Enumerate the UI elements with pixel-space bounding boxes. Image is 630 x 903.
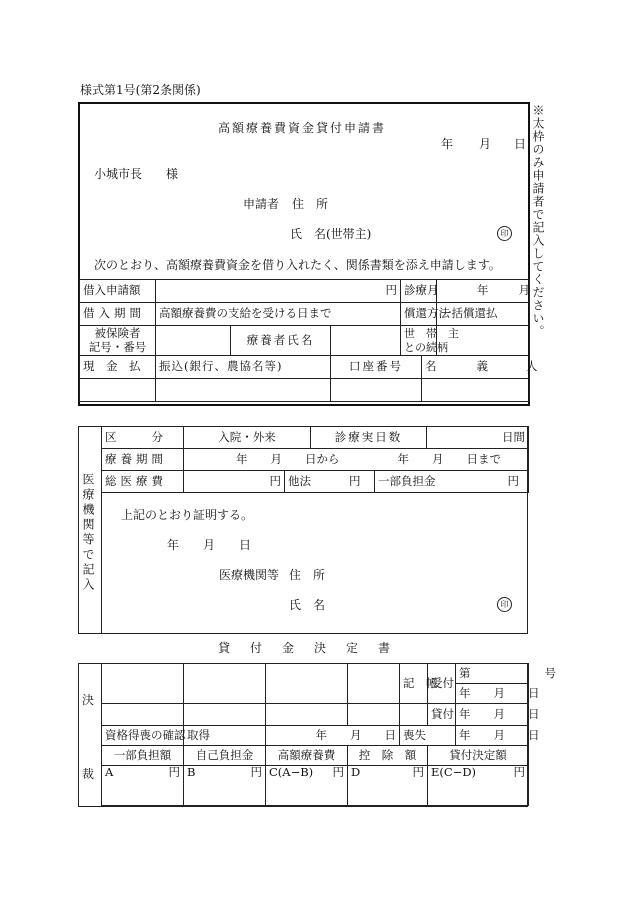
loss-label: 喪失 [400, 726, 456, 746]
decision-table [101, 663, 556, 806]
certify-text: 上記のとおり証明する。 [121, 508, 254, 522]
decision-side-label-1: 決 [82, 693, 95, 707]
loss-date-field[interactable]: 年 月 日 [456, 726, 529, 746]
decision-section [78, 663, 556, 807]
eligibility-label: 資格得喪の確認 [102, 726, 184, 746]
approval-box-4[interactable] [348, 664, 400, 704]
received-label: 受付 [428, 664, 456, 704]
cash-payment-label: 現 金 払 [80, 356, 156, 379]
patient-name-field[interactable] [331, 326, 401, 356]
account-holder-field[interactable] [422, 379, 530, 402]
applicant-seal: 印 [497, 226, 512, 241]
bank-transfer-field[interactable] [156, 379, 331, 402]
col-partial-payment: 一部負担額 [102, 746, 184, 766]
applicant-name-label: 氏 名(世帯主) [290, 227, 372, 241]
cash-payment-field[interactable] [80, 379, 156, 402]
institution-seal: 印 [497, 597, 512, 612]
repay-method-value: 一括償還払 [437, 303, 530, 326]
account-number-field[interactable] [331, 379, 422, 402]
approval-box-1[interactable] [102, 664, 184, 704]
patient-name-label: 療養者氏名 [231, 326, 331, 356]
loan-amount-label: 借入申請額 [80, 280, 156, 303]
form-number: 様式第1号(第2条関係) [80, 83, 201, 97]
approval-box-9[interactable] [400, 704, 428, 726]
receipt-number-field[interactable]: 第 号 [456, 664, 529, 684]
treatment-days-field[interactable]: 日間 [427, 427, 529, 449]
other-law-field[interactable]: 他法 円 [285, 471, 375, 493]
date-year: 年 [441, 137, 454, 151]
account-number-label: 口座番号 [331, 356, 422, 379]
relation-label: 世 帯 主 との続柄 [401, 326, 437, 356]
treatment-period-field[interactable]: 年 月 日から 年 月 日まで [184, 449, 529, 471]
approval-box-6[interactable] [184, 704, 266, 726]
loan-date-field[interactable]: 年 月 日 [456, 704, 529, 726]
applicant-address-label: 住 所 [292, 197, 329, 211]
value-c-field[interactable]: C(A−B) 円 [266, 766, 348, 806]
approval-box-7[interactable] [266, 704, 348, 726]
value-a-field[interactable]: A 円 [102, 766, 184, 806]
treatment-month-field[interactable]: 年 月 [437, 280, 530, 303]
value-e-field[interactable]: E(C−D) 円 [428, 766, 529, 806]
col-self-payment: 自己負担金 [184, 746, 266, 766]
total-cost-label: 総医療費 [102, 471, 184, 493]
value-d-field[interactable]: D 円 [348, 766, 428, 806]
treatment-period-label: 療養期間 [102, 449, 184, 471]
value-b-field[interactable]: B 円 [184, 766, 266, 806]
addressee: 小城市長 様 [94, 167, 179, 181]
date-month: 月 [479, 137, 492, 151]
institution-address-label: 住 所 [289, 568, 326, 582]
medical-section [78, 426, 528, 634]
repay-method-label: 償還方法 [401, 303, 437, 326]
insured-number-label: 被保険者 記号・番号 [80, 326, 156, 356]
col-deduction: 控 除 額 [348, 746, 428, 766]
approval-box-8[interactable] [348, 704, 400, 726]
received-date-field[interactable]: 年 月 日 [456, 684, 529, 704]
treatment-days-label: 診療実日数 [311, 427, 427, 449]
loan-period-label: 借入期間 [80, 303, 156, 326]
treatment-month-label: 診療月 [401, 280, 437, 303]
approval-box-5[interactable] [102, 704, 184, 726]
application-statement: 次のとおり、高額療養費資金を借り入れたく、関係書類を添え申請します。 [94, 258, 501, 272]
approval-box-3[interactable] [266, 664, 348, 704]
col-high-cost: 高額療養費 [266, 746, 348, 766]
total-cost-field[interactable]: 円 [184, 471, 285, 493]
partial-payment-field[interactable]: 一部負担金 円 [375, 471, 529, 493]
application-title: 高額療養費資金貸付申請書 [218, 121, 387, 135]
account-holder-label: 名 義 人 [422, 356, 530, 379]
acquire-date-field[interactable]: 年 月 日 [266, 726, 400, 746]
applicant-label: 申請者 [243, 197, 280, 211]
loan-amount-field[interactable]: 円 [156, 280, 401, 303]
decision-side-label-2: 裁 [82, 767, 95, 781]
decision-title: 貸 付 金 決 定 書 [218, 641, 395, 655]
col-loan-decision: 貸付決定額 [428, 746, 529, 766]
acquire-field[interactable]: 取得 [184, 726, 266, 746]
application-table [79, 279, 538, 402]
loan-period-value: 高額療養費の支給を受ける日まで [156, 303, 401, 326]
medical-table [101, 426, 529, 493]
bank-transfer-label: 振込(銀行、農協名等) [156, 356, 331, 379]
ledger-label: 記 帳 [400, 664, 428, 704]
category-value: 入院・外来 [184, 427, 311, 449]
institution-label: 医療機関等 [219, 568, 280, 582]
insured-number-field[interactable] [156, 326, 231, 356]
medical-side-label: 医療機関等で記入 [81, 473, 95, 593]
date-day: 日 [514, 137, 527, 151]
loan-label: 貸付 [428, 704, 456, 726]
category-label: 区 分 [102, 427, 184, 449]
institution-name-label: 氏 名 [289, 598, 326, 612]
certify-date: 年 月 日 [167, 538, 252, 552]
side-note: ※太枠のみ申請者で記入してください。 [531, 104, 545, 338]
approval-box-2[interactable] [184, 664, 266, 704]
